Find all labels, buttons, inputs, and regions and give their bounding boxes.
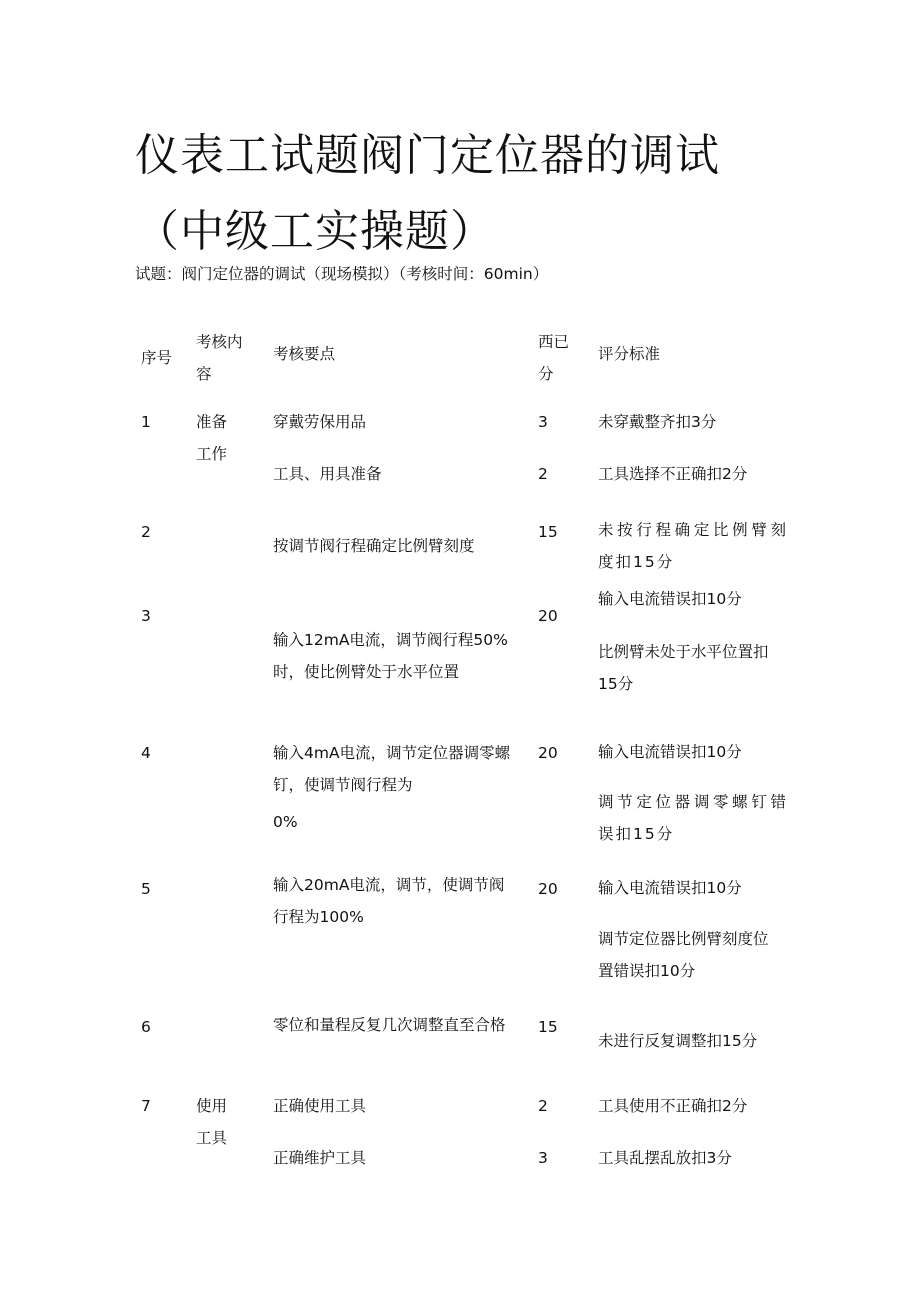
header-seq: 序号 [141, 349, 173, 367]
header-criteria: 评分标准 [598, 345, 661, 363]
row-3-criteria-2: 比例臂未处于水平位置扣15分 [598, 643, 769, 693]
row-6-point: 零位和量程反复几次调整直至合格 [273, 1016, 506, 1034]
row-6-score: 15 [538, 1018, 558, 1036]
row-7-seq: 7 [141, 1097, 151, 1115]
header-content: 考核内容 [196, 333, 243, 383]
row-5-score: 20 [538, 880, 558, 898]
row-4-point-line-1: 输入4mA电流，调节定位器调零螺钉，使调节阀行程为 [273, 744, 511, 794]
row-6-seq: 6 [141, 1018, 151, 1036]
row-4-criteria-1: 输入电流错误扣10分 [598, 743, 742, 761]
row-4-score: 20 [538, 744, 558, 762]
row-3-criteria-1: 输入电流错误扣10分 [598, 590, 742, 608]
header-points: 考核要点 [273, 345, 336, 363]
row-7-point-2: 正确维护工具 [273, 1149, 367, 1167]
document-title: 仪表工试题阀门定位器的调试（中级工实操题） [135, 130, 720, 257]
row-2-criteria-1: 未按行程确定比例臂刻度扣15分 [598, 521, 788, 571]
row-4-seq: 4 [141, 744, 151, 762]
row-5-criteria-1: 输入电流错误扣10分 [598, 879, 742, 897]
row-1-content: 准备工作 [196, 413, 228, 463]
row-7-point-1: 正确使用工具 [273, 1097, 367, 1115]
row-3-seq: 3 [141, 607, 151, 625]
row-6-criteria-1: 未进行反复调整扣15分 [598, 1032, 758, 1050]
row-3-point: 输入12mA电流，调节阀行程50%时，使比例臂处于水平位置 [273, 631, 508, 681]
row-1-score-2: 2 [538, 465, 548, 483]
row-7-content: 使用工具 [196, 1097, 228, 1147]
row-2-seq: 2 [141, 523, 151, 541]
row-7-score-2: 3 [538, 1149, 548, 1167]
row-5-seq: 5 [141, 880, 151, 898]
row-1-seq: 1 [141, 413, 151, 431]
header-score: 西已分 [538, 333, 570, 383]
row-7-criteria-1: 工具使用不正确扣2分 [598, 1097, 748, 1115]
row-1-score-1: 3 [538, 413, 548, 431]
row-4-point-line-2: 0% [273, 813, 298, 831]
row-4-criteria-2: 调节定位器调零螺钉错误扣15分 [598, 793, 788, 843]
row-7-criteria-2: 工具乱摆乱放扣3分 [598, 1149, 732, 1167]
row-5-point: 输入20mA电流，调节，使调节阀行程为100% [273, 876, 505, 926]
row-3-score: 20 [538, 607, 558, 625]
row-7-score-1: 2 [538, 1097, 548, 1115]
document-subtitle: 试题：阀门定位器的调试（现场模拟）（考核时间：60min） [135, 265, 549, 283]
row-5-criteria-2: 调节定位器比例臂刻度位置错误扣10分 [598, 930, 769, 980]
row-2-point: 按调节阀行程确定比例臂刻度 [273, 537, 475, 555]
row-2-score: 15 [538, 523, 558, 541]
row-1-point-1: 穿戴劳保用品 [273, 413, 367, 431]
row-1-point-2: 工具、用具准备 [273, 465, 382, 483]
row-1-criteria-1: 未穿戴整齐扣3分 [598, 413, 717, 431]
row-1-criteria-2: 工具选择不正确扣2分 [598, 465, 748, 483]
